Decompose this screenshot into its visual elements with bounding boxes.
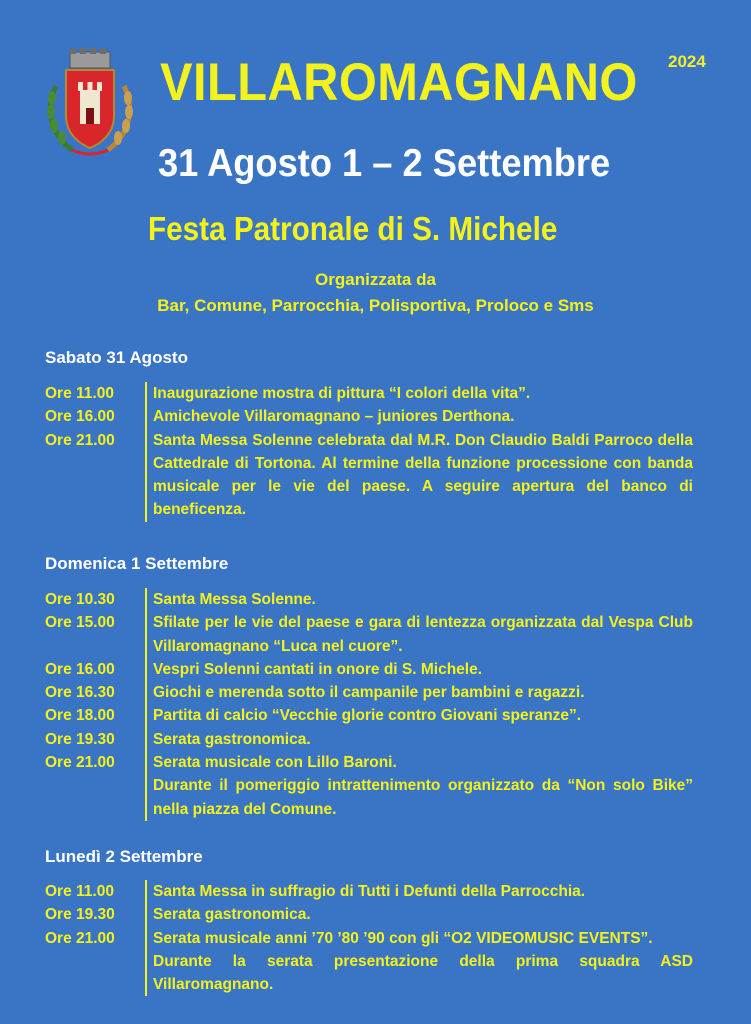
event-description: Santa Messa in suffragio di Tutti i Defunti della Parrocchia. (145, 880, 693, 903)
event-time: Ore 16.30 (45, 684, 115, 702)
town-coat-of-arms-icon (42, 46, 138, 158)
event-time (45, 774, 145, 821)
event-row (45, 751, 693, 774)
festa-title: Festa Patronale di S. Michele (148, 210, 558, 247)
event-row (45, 681, 693, 704)
organizers-list: Bar, Comune, Parrocchia, Polisportiva, Proloco e Sms (157, 296, 594, 315)
event-time: Ore 19.30 (45, 730, 115, 748)
event-description: Inaugurazione mostra di pittura “I colori della vita”. (145, 382, 693, 405)
events-monday (45, 880, 693, 996)
event-description: Partita di calcio “Vecchie glorie contro Giovani speranze”. (145, 704, 693, 727)
event-description: Santa Messa Solenne celebrata dal M.R. Don Claudio Baldi Parroco della Cattedrale di Tortona. Al termine della funzione processione con banda musicale per le vie del paese. A seguire apertura del banco di beneficenza. (145, 429, 693, 522)
event-description: Santa Messa Solenne. (145, 588, 693, 611)
event-description: Serata gastronomica. (145, 728, 693, 751)
day-title-monday: Lunedì 2 Settembre (45, 847, 203, 866)
event-description: Serata musicale con Lillo Baroni. (145, 751, 693, 774)
event-time: Ore 11.00 (45, 385, 114, 402)
event-row (45, 774, 693, 821)
event-time: Ore 10.30 (45, 591, 115, 608)
event-time: Ore 21.00 (45, 929, 115, 947)
event-description: Durante la serata presentazione della prima squadra ASD Villaromagnano. (145, 950, 693, 997)
year-label: 2024 (668, 52, 706, 71)
event-row (45, 728, 693, 751)
event-row (45, 903, 693, 926)
event-description: Serata gastronomica. (145, 903, 693, 926)
event-row (45, 611, 693, 658)
day-title-saturday: Sabato 31 Agosto (45, 348, 188, 367)
event-row (45, 880, 693, 903)
event-time: Ore 19.30 (45, 906, 115, 924)
event-row (45, 704, 693, 727)
event-description: Giochi e merenda sotto il campanile per bambini e ragazzi. (145, 681, 693, 704)
organized-by-label: Organizzata da (315, 270, 436, 289)
event-time: Ore 15.00 (45, 614, 115, 632)
event-time (45, 950, 145, 997)
event-row (45, 588, 693, 611)
event-description: Sfilate per le vie del paese e gara di lentezza organizzata dal Vespa Club Villaromagnano “Luca nel cuore”. (145, 611, 693, 658)
event-description: Durante il pomeriggio intrattenimento organizzato da “Non solo Bike” nella piazza del Comune. (145, 774, 693, 821)
event-row (45, 950, 693, 997)
events-saturday (45, 382, 693, 522)
event-row (45, 382, 693, 405)
day-title-sunday: Domenica 1 Settembre (45, 554, 229, 573)
town-title: VILLAROMAGNANO (160, 53, 638, 112)
event-time: Ore 21.00 (45, 431, 115, 449)
events-sunday (45, 588, 693, 821)
event-row (45, 658, 693, 681)
event-time: Ore 18.00 (45, 707, 115, 725)
event-row (45, 405, 693, 428)
event-description: Amichevole Villaromagnano – juniores Derthona. (145, 405, 693, 428)
event-time: Ore 16.00 (45, 660, 115, 678)
event-time: Ore 16.00 (45, 408, 115, 426)
event-dates: 31 Agosto 1 – 2 Settembre (158, 142, 611, 185)
event-time: Ore 21.00 (45, 754, 115, 772)
event-description: Serata musicale anni ’70 ’80 ’90 con gli “O2 VIDEOMUSIC EVENTS”. (145, 927, 693, 950)
event-row (45, 429, 693, 522)
event-time: Ore 11.00 (45, 883, 114, 900)
event-row (45, 927, 693, 950)
event-description: Vespri Solenni cantati in onore di S. Michele. (145, 658, 693, 681)
